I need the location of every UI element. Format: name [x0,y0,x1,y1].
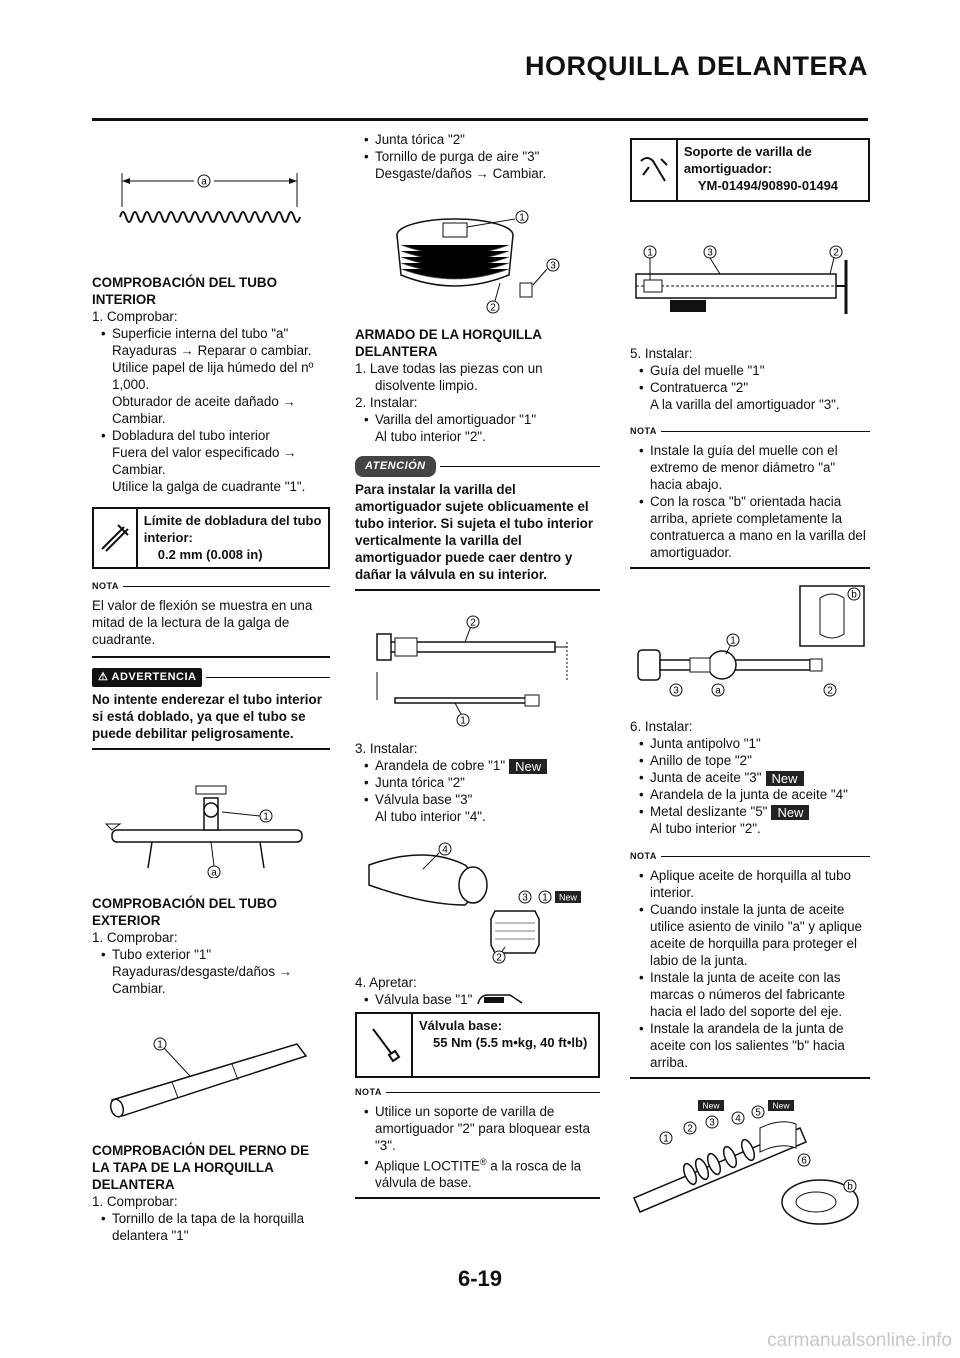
bullet: • Anillo de tope "2" [630,752,870,769]
seal-installation-figure [630,1098,870,1228]
fig5-label-2: 2 [470,617,476,629]
nota-bullet: • Instale la guía del muelle con el extremo de menor diámetro "a" hacia abajo. [630,442,870,493]
rod-holder-figure [630,240,870,320]
spec-label: Soporte de varilla de amortiguador: [683,144,812,176]
base-valve-figure [355,835,600,965]
spec-value: YM-01494/90890-01494 [697,178,839,193]
fig4-label-1: 1 [519,212,525,224]
text-line: Obturador de aceite dañado → Cambiar. [112,394,296,426]
spec-value: 55 Nm (5.5 m•kg, 40 ft•lb) [433,1035,588,1050]
nota-bullet: • Instale la arandela de la junta de aceite con los salientes "b" hacia arriba. [630,1020,870,1071]
step: 2. Instalar: [355,395,418,410]
bullet: • Junta de aceite "3" New [630,769,870,786]
step: 4. Apretar: [355,975,417,990]
attention-badge: ATENCIÓN [355,456,436,477]
text-line: A la varilla del amortiguador "3". [650,397,840,412]
fig6-new-badge: New [558,892,578,903]
fig9-label-3: 3 [709,1117,715,1129]
warning-header [92,668,330,687]
fig6-label-3: 3 [522,892,528,904]
dial-gauge-figure [92,778,330,878]
bullet: • Junta tórica "2" [355,774,600,791]
text-line: Rayaduras → Reparar o cambiar. [112,343,312,358]
fig5-label-1: 1 [460,715,466,727]
bullet: • Tornillo de la tapa de la horquilla delantera "1" [92,1210,330,1244]
step: 1. Comprobar: [92,1194,178,1209]
text-line: Fuera del valor especificado → Cambiar. [112,445,297,477]
fig9-label-4: 4 [735,1113,741,1125]
fig6-label-2: 2 [496,952,502,964]
warning-badge: ⚠ ADVERTENCIA [92,668,202,687]
bullet: • Metal deslizante "5" New [630,803,870,820]
fig2-label-a: a [211,867,217,878]
special-tool-icon [632,140,678,200]
warning-text: No intente enderezar el tubo interior si está doblado, ya que el tubo se puede debilitar peligrosamente. [92,692,322,741]
step: 5. Instalar: [630,346,693,361]
nota-bullet: • Con la rosca "b" orientada hacia arriba, apriete completamente la contratuerca a mano en la varilla del amortiguador. [630,493,870,561]
fig7-label-1: 1 [647,247,653,259]
bullet: • Guía del muelle "1" [630,362,870,379]
nota-bullet: • Utilice un soporte de varilla de amortiguador "2" para bloquear esta "3". [355,1103,600,1154]
caliper-icon [94,509,138,567]
section-title-cap-bolt: COMPROBACIÓN DEL PERNO DE LA TAPA DE LA HORQUILLA DELANTERA [92,1143,309,1192]
bullet: • Válvula base "1" [355,991,600,1008]
fig1-label-a: a [201,176,207,188]
fig8-label-a: a [715,685,721,697]
bullet: • Arandela de cobre "1" New [355,757,600,774]
fig8-label-b: b [851,589,857,601]
step: 3. Instalar: [355,741,418,756]
bullet: • Varilla del amortiguador "1" [355,411,600,428]
damper-rod-figure [355,612,600,727]
attention-text: Para instalar la varilla del amortiguador sujete oblicuamente el tubo interior. Si sujeta el tubo interior verticalmente la varilla del amortiguador puede caer dentro y dañar la válvula en su interior. [355,482,594,582]
nota-bullet: • Instale la junta de aceite con las marcas o números del fabricante hacia el lado del soporte del eje. [630,969,870,1020]
spec-box-bend-limit [92,507,330,569]
nota-header: NOTA [630,423,870,440]
section-title-inner-tube: COMPROBACIÓN DEL TUBO INTERIOR [92,275,277,307]
outer-tube-figure [92,1030,330,1120]
fig9-label-1: 1 [663,1133,669,1145]
fig8-label-3: 3 [673,685,679,697]
nota-bullet: • Aplique LOCTITE® a la rosca de la válvula de base. [355,1154,600,1191]
spec-label: Límite de dobladura del tubo interior: [143,513,322,545]
bullet: • Tubo exterior "1" [92,946,330,963]
fig9-new-badge-2: New [772,1100,790,1111]
fig9-label-b: b [847,1181,853,1193]
footer-url[interactable]: carmanualsonline.info [767,1330,952,1351]
spec-box-base-valve [355,1012,600,1078]
fig2-label-1: 1 [263,811,269,823]
text-line: Desgaste/daños → Cambiar. [375,166,547,181]
fig6-label-1: 1 [542,892,548,904]
spec-box-rod-holder [630,138,870,202]
nota-header: NOTA [92,578,330,595]
bullet: • Contratuerca "2" [630,379,870,396]
bullet: • Válvula base "3" [355,791,600,808]
fig7-label-2: 2 [833,247,839,259]
fig3-label-1: 1 [157,1039,163,1051]
fig9-label-2: 2 [687,1123,693,1135]
fig8-label-2: 2 [827,685,833,697]
bullet: • Junta antipolvo "1" [630,735,870,752]
title-rule [92,118,868,121]
step: 6. Instalar: [630,719,693,734]
torque-icon [357,1014,413,1076]
attention-header [355,456,600,477]
torque-wrench-icon [476,993,524,1007]
new-badge: New [771,805,809,820]
text-line: Al tubo interior "2". [375,429,486,444]
fig9-new-badge-1: New [702,1100,720,1111]
spec-label: Válvula base: [419,1018,503,1033]
fig6-label-4: 4 [442,844,448,856]
text-line: Al tubo interior "2". [650,821,761,836]
bullet: • Dobladura del tubo interior [92,427,330,444]
fig4-label-2: 2 [490,302,496,314]
page-number: 6-19 [457,1266,503,1291]
fig4-label-3: 3 [550,260,556,272]
section-title-assembly: ARMADO DE LA HORQUILLA DELANTERA [355,327,542,359]
text-line: Al tubo interior "4". [375,809,486,824]
fig9-label-5: 5 [755,1107,761,1119]
text-line: Rayaduras/desgaste/daños → Cambiar. [112,964,293,996]
new-badge: New [509,759,547,774]
fig9-label-6: 6 [801,1155,807,1167]
fig7-label-3: 3 [707,247,713,259]
page-title: HORQUILLA DELANTERA [525,51,868,81]
spec-value: 0.2 mm (0.008 in) [157,547,263,562]
step: 1. Comprobar: [92,309,178,324]
nota-bullet: • Cuando instale la junta de aceite utilice asiento de vinilo "a" y aplique aceite de horquilla para proteger el labio de la junta. [630,901,870,969]
new-badge: New [766,771,804,786]
text-line: Utilice papel de lija húmedo del nº 1,000. [112,360,314,392]
nota-header: NOTA [355,1084,600,1101]
bullet: • Superficie interna del tubo "a" [92,325,330,342]
cap-bolt-figure [355,205,600,315]
nota-bullet: • Aplique aceite de horquilla al tubo interior. [630,867,870,901]
bullet: • Junta tórica "2" [355,131,600,148]
spring-figure [92,165,330,235]
text-line: Utilice la galga de cuadrante "1". [112,479,306,494]
bullet: • Arandela de la junta de aceite "4" [630,786,870,803]
bullet: • Tornillo de purga de aire "3" [355,148,600,165]
step: 1. Lave todas las piezas con un disolvente limpio. [355,361,543,393]
step: 1. Comprobar: [92,930,178,945]
section-title-outer-tube: COMPROBACIÓN DEL TUBO EXTERIOR [92,896,277,928]
fig8-label-1: 1 [730,635,736,647]
spring-guide-figure [630,580,870,705]
nota-header: NOTA [630,848,870,865]
nota-text: El valor de flexión se muestra en una mitad de la lectura de la galga de cuadrante. [92,598,313,647]
